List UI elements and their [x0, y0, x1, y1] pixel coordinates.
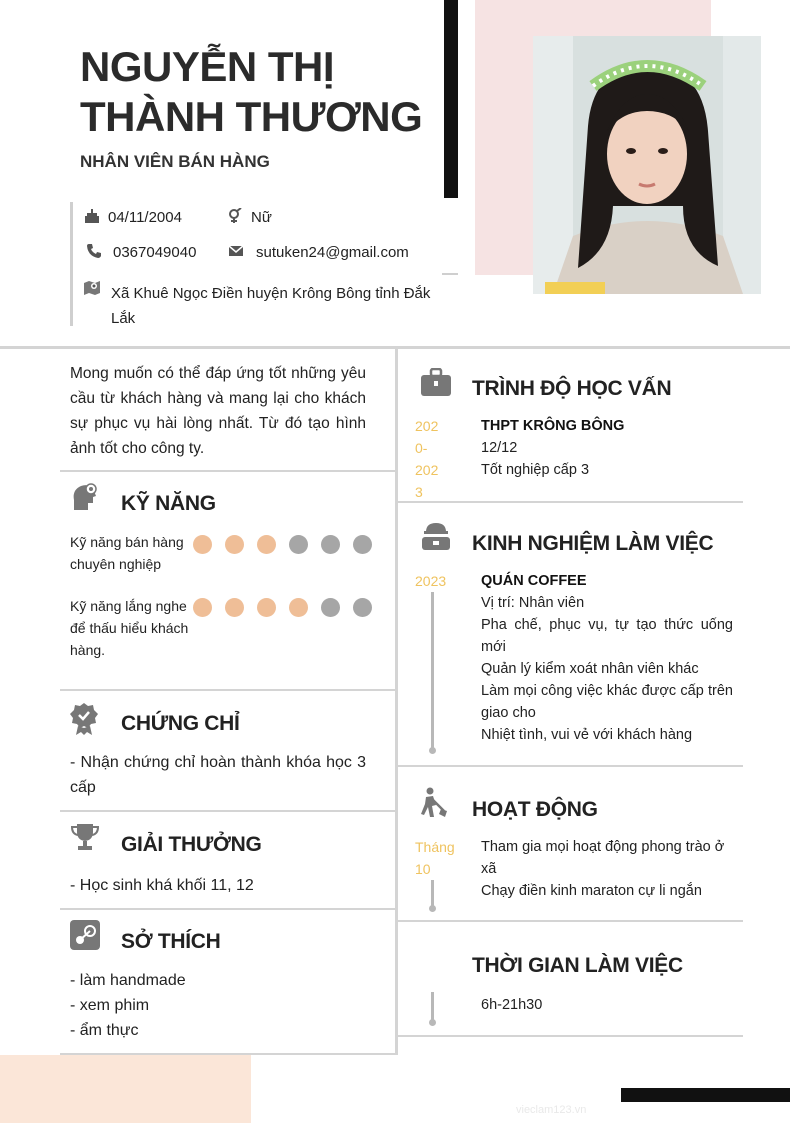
education-year-part: 0- — [415, 440, 428, 456]
worker-icon — [420, 522, 450, 552]
rating-dot — [321, 535, 340, 554]
phone-value: 0367049040 — [113, 244, 197, 261]
experience-year: 2023 — [415, 573, 447, 589]
section-divider — [60, 470, 395, 472]
activities-title: HOẠT ĐỘNG — [472, 798, 598, 821]
full-name — [80, 42, 440, 142]
activity-line: xã — [481, 861, 497, 877]
education-year-part: 3 — [415, 484, 423, 500]
rating-dot — [193, 535, 212, 554]
watermark: vieclam123.vn — [516, 1104, 587, 1116]
skill-2-label: Kỹ năng lắng nghe để thấu hiểu khách hàng. — [70, 598, 189, 658]
map-pin-icon — [83, 280, 101, 298]
rating-dot — [225, 598, 244, 617]
contact-divider — [442, 273, 458, 275]
column-divider — [395, 349, 398, 1055]
education-years — [415, 415, 461, 503]
digging-person-icon — [420, 787, 450, 817]
hobbies-title: SỞ THÍCH — [121, 930, 221, 953]
rating-dot — [257, 535, 276, 554]
activities-month — [415, 836, 461, 880]
experience-line: Vị trí: Nhân viên — [481, 595, 585, 611]
steam-icon — [70, 920, 100, 950]
experience-line: giao cho — [481, 705, 536, 721]
hobby-item: - làm handmade — [70, 972, 186, 989]
rating-dot — [353, 535, 372, 554]
profile-photo — [533, 36, 761, 294]
experience-line: Pha chế, phục vụ, tự tạo thức uống — [481, 617, 733, 633]
phone-icon — [85, 243, 103, 261]
section-divider — [398, 765, 743, 767]
contact-border — [70, 202, 73, 326]
section-divider — [398, 920, 743, 922]
black-decoration-bar — [444, 0, 458, 198]
trophy-icon — [70, 822, 100, 852]
company-name: QUÁN COFFEE — [481, 573, 587, 589]
education-year-part: 202 — [415, 462, 439, 478]
hobbies-list — [70, 968, 186, 1043]
school-name: THPT KRÔNG BÔNG — [481, 418, 625, 434]
career-objective: Mong muốn có thể đáp ứng tốt những yêu cầu từ khách hàng và mang lại cho khách sự phục vụ hài lòng nhất. Từ đó tạo hình ảnh tốt cho công ty. — [70, 365, 366, 457]
bottom-black-bar — [621, 1088, 790, 1102]
skill-1-label: Kỹ năng bán hàng chuyên nghiệp — [70, 534, 184, 572]
timeline-line — [431, 592, 434, 750]
awards-title: GIẢI THƯỞNG — [121, 833, 262, 856]
head-gear-icon — [70, 482, 100, 512]
name-line-1: NGUYỄN THỊ — [80, 43, 335, 90]
timeline-dot — [429, 1019, 436, 1026]
email-icon — [227, 243, 245, 261]
hobby-item: - xem phim — [70, 997, 150, 1014]
email-value[interactable]: sutuken24@gmail.com — [256, 244, 409, 261]
education-details — [481, 415, 741, 481]
skill-1-rating — [193, 535, 373, 555]
work-time-title: THỜI GIAN LÀM VIỆC — [472, 954, 683, 977]
experience-details — [481, 570, 733, 746]
timeline-dot — [429, 905, 436, 912]
section-divider — [60, 908, 395, 910]
address-line-2: Lắk — [111, 310, 136, 327]
rating-dot — [289, 535, 308, 554]
award-text: - Học sinh khá khối 11, 12 — [70, 877, 254, 894]
experience-line: mới — [481, 639, 506, 655]
section-divider — [398, 1035, 743, 1037]
cake-icon — [83, 208, 101, 226]
experience-line: Làm mọi công việc khác được cấp trên — [481, 683, 733, 699]
work-time-value: 6h-21h30 — [481, 997, 543, 1013]
certificates-title: CHỨNG CHỈ — [121, 712, 240, 735]
education-title: TRÌNH ĐỘ HỌC VẤN — [472, 377, 672, 400]
section-divider — [398, 501, 743, 503]
badge-icon — [70, 702, 100, 732]
skill-2-rating — [193, 598, 373, 618]
address-value — [111, 281, 471, 331]
experience-title: KINH NGHIỆM LÀM VIỆC — [472, 532, 714, 555]
activities-details — [481, 836, 741, 902]
peach-decoration — [0, 1055, 251, 1123]
hobby-item: - ẩm thực — [70, 1022, 139, 1039]
experience-line: Quản lý kiểm xoát nhân viên khác — [481, 661, 699, 677]
gender-icon — [226, 208, 244, 226]
rating-dot — [289, 598, 308, 617]
portrait-illustration — [533, 36, 761, 294]
education-grade: 12/12 — [481, 440, 518, 456]
experience-line: Nhiệt tình, vui vẻ với khách hàng — [481, 727, 693, 743]
rating-dot — [225, 535, 244, 554]
section-divider — [60, 689, 395, 691]
birthday-value: 04/11/2004 — [108, 209, 182, 226]
education-year-part: 202 — [415, 418, 439, 434]
rating-dot — [321, 598, 340, 617]
education-result: Tốt nghiệp cấp 3 — [481, 462, 590, 478]
name-line-2: THÀNH THƯƠNG — [80, 93, 423, 140]
activity-line: Chạy điền kinh maraton cự li ngắn — [481, 883, 702, 899]
rating-dot — [353, 598, 372, 617]
certificate-text: - Nhận chứng chỉ hoàn thành khóa học 3 cấp — [70, 754, 366, 796]
timeline-dot — [429, 747, 436, 754]
gender-value: Nữ — [251, 209, 272, 226]
rating-dot — [257, 598, 276, 617]
timeline-line — [431, 880, 434, 908]
timeline-line — [431, 992, 434, 1022]
activities-month-part: 10 — [415, 861, 431, 877]
skills-title: KỸ NĂNG — [121, 492, 216, 515]
rating-dot — [193, 598, 212, 617]
address-line-1: Xã Khuê Ngọc Điền huyện Krông Bông tỉnh Đắk — [111, 285, 431, 302]
section-divider — [60, 810, 395, 812]
briefcase-icon — [420, 368, 450, 398]
activity-line: Tham gia mọi hoạt động phong trào ở — [481, 839, 725, 855]
job-title: NHÂN VIÊN BÁN HÀNG — [80, 152, 270, 171]
activities-month-part: Tháng — [415, 839, 455, 855]
